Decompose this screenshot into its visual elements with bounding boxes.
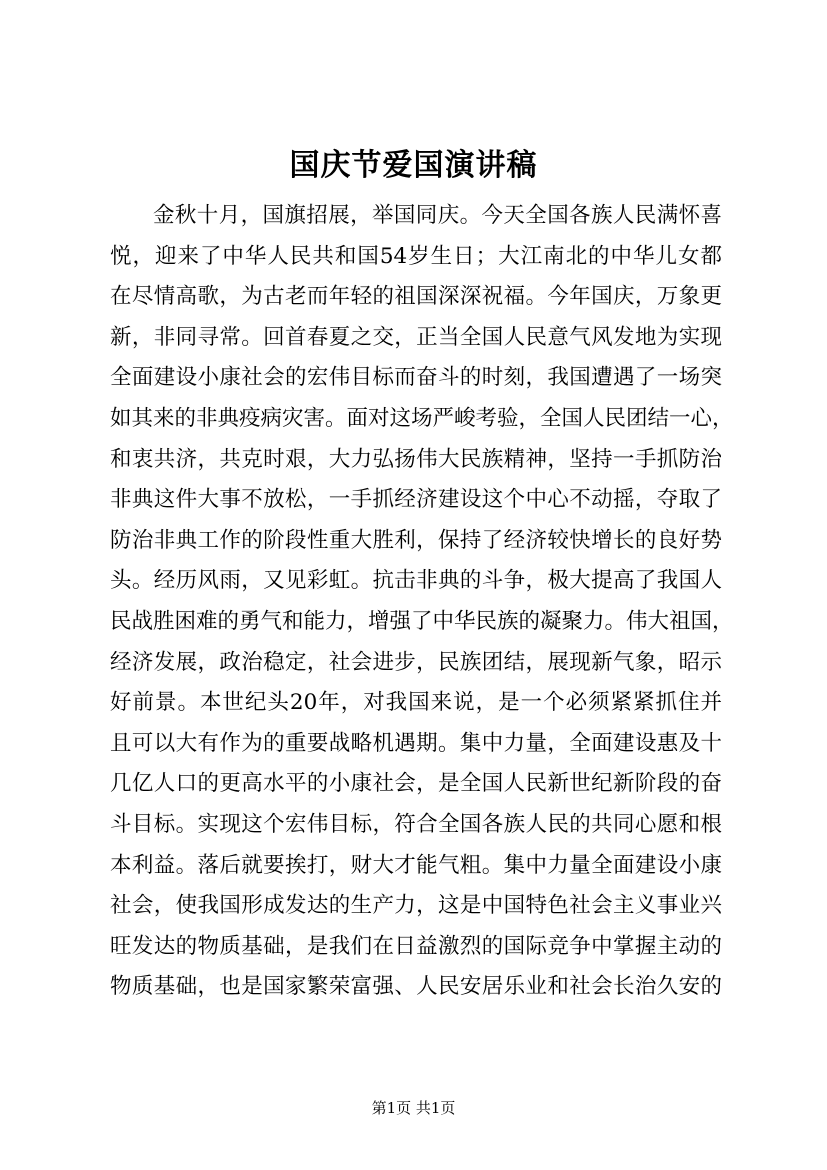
body-line: 头。经历风雨，又见彩虹。抗击非典的斗争，极大提高了我国人 bbox=[110, 568, 722, 594]
body-line: 如其来的非典疫病灾害。面对这场严峻考验，全国人民团结一心， bbox=[110, 405, 734, 431]
body-line: 新，非同寻常。回首春夏之交，正当全国人民意气风发地为实现 bbox=[110, 324, 722, 350]
body-line: 本利益。落后就要挨打，财大才能气粗。集中力量全面建设小康 bbox=[110, 852, 722, 878]
document-title: 国庆节爱国演讲稿 bbox=[289, 148, 538, 183]
body-line: 经济发展，政治稳定，社会进步，民族团结，展现新气象，昭示 bbox=[110, 649, 722, 675]
body-line: 非典这件大事不放松，一手抓经济建设这个中心不动摇，夺取了 bbox=[110, 487, 722, 513]
document-body bbox=[110, 196, 734, 1008]
body-line: 物质基础，也是国家繁荣富强、人民安居乐业和社会长治久安的 bbox=[110, 974, 722, 1000]
body-line: 社会，使我国形成发达的生产力，这是中国特色社会主义事业兴 bbox=[110, 893, 722, 919]
body-line: 民战胜困难的勇气和能力，增强了中华民族的凝聚力。伟大祖国， bbox=[110, 608, 734, 634]
body-line: 几亿人口的更高水平的小康社会，是全国人民新世纪新阶段的奋 bbox=[110, 771, 722, 797]
body-line: 全面建设小康社会的宏伟目标而奋斗的时刻，我国遭遇了一场突 bbox=[110, 365, 722, 391]
body-line: 金秋十月，国旗招展，举国同庆。今天全国各族人民满怀喜 bbox=[153, 203, 722, 228]
body-line: 在尽情高歌，为古老而年轻的祖国深深祝福。今年国庆，万象更 bbox=[110, 284, 722, 310]
body-line: 防治非典工作的阶段性重大胜利，保持了经济较快增长的良好势 bbox=[110, 527, 722, 553]
body-line: 斗目标。实现这个宏伟目标，符合全国各族人民的共同心愿和根 bbox=[110, 811, 722, 837]
body-line: 且可以大有作为的重要战略机遇期。集中力量，全面建设惠及十 bbox=[110, 730, 722, 756]
body-line: 旺发达的物质基础，是我们在日益激烈的国际竞争中掌握主动的 bbox=[110, 933, 722, 959]
body-line: 悦，迎来了中华人民共和国54岁生日；大江南北的中华儿女都 bbox=[110, 243, 722, 269]
page-number-footer: 第1页 共1页 bbox=[371, 1099, 456, 1117]
body-line: 好前景。本世纪头20年，对我国来说，是一个必须紧紧抓住并 bbox=[110, 690, 722, 716]
body-line: 和衷共济，共克时艰，大力弘扬伟大民族精神，坚持一手抓防治 bbox=[110, 446, 722, 472]
